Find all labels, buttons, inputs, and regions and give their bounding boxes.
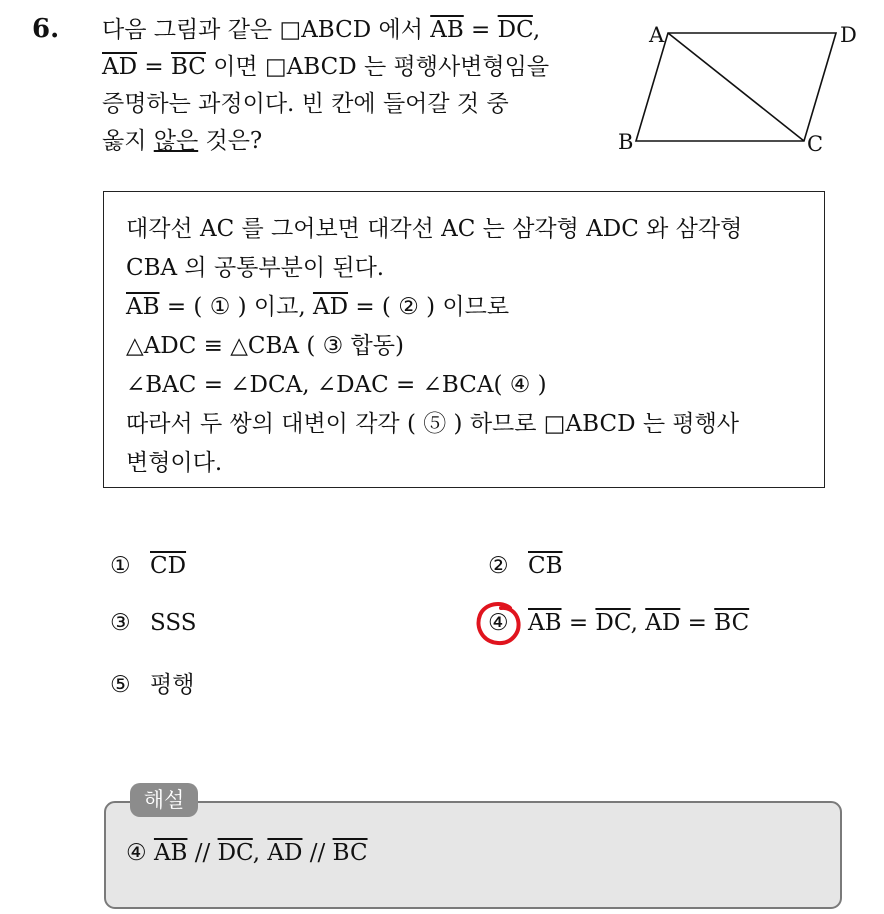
segment-bc: $\overline{BC}$ [170, 54, 206, 80]
parallelogram-diagram [612, 12, 884, 162]
choice-4[interactable] [488, 610, 749, 636]
segment-cd: $\overline{CD}$ [150, 553, 187, 579]
vertex-label-c: C [807, 132, 824, 156]
segment-dc: $\overline{DC}$ [217, 840, 253, 866]
proof-text: = ( ① ) 이고, [159, 294, 313, 320]
stem-text: 다음 그림과 같은 □ABCD 에서 [102, 17, 431, 43]
choice-number: ④ [488, 610, 509, 636]
choice-5[interactable] [110, 666, 194, 699]
segment-bc: $\overline{BC}$ [714, 610, 750, 636]
choice-number: ① [110, 553, 131, 579]
choice-text: , [630, 610, 646, 636]
explanation-number: ④ [126, 840, 154, 866]
segment-ad: $\overline{AD}$ [102, 54, 138, 80]
segment-ab: $\overline{AB}$ [153, 840, 188, 866]
choice-number: ③ [110, 610, 131, 636]
segment-ab: $\overline{AB}$ [430, 17, 464, 43]
proof-line-3 [126, 288, 804, 327]
proof-text: = ( ② ) 이므로 [348, 294, 510, 320]
proof-box [103, 191, 825, 488]
parallelogram-figure [612, 12, 884, 162]
stem-text: 것은? [198, 128, 263, 154]
choice-2[interactable] [488, 553, 563, 579]
stem-text: = [137, 54, 171, 80]
segment-ad: $\overline{AD}$ [645, 610, 681, 636]
stem-text: = [463, 17, 498, 43]
stem-line-4 [102, 123, 607, 160]
segment-ad: $\overline{AD}$ [267, 840, 303, 866]
proof-line-7: 변형이다. [126, 450, 223, 476]
choice-text: = [561, 610, 596, 636]
answer-mark-icon [474, 600, 524, 648]
vertex-label-b: B [618, 130, 634, 154]
proof-line-4: △ADC ≡ △CBA ( ③ 합동) [126, 333, 404, 359]
question-number: 6. [32, 14, 60, 44]
vertex-label-a: A [649, 23, 665, 47]
explanation-text [126, 840, 368, 866]
explanation-sep: // [302, 840, 333, 866]
stem-line-1 [102, 12, 607, 49]
choice-number: ⑤ [110, 672, 131, 698]
stem-text: 이면 □ABCD 는 평행사변형임을 [205, 54, 550, 80]
explanation-tab: 해설 [130, 783, 198, 817]
proof-line-6: 따라서 두 쌍의 대변이 각각 ( ⑤ ) 하므로 □ABCD 는 평행사 [126, 411, 739, 437]
choice-text: SSS [150, 610, 197, 636]
segment-ab: $\overline{AB}$ [528, 610, 562, 636]
segment-ad: $\overline{AD}$ [312, 294, 349, 320]
stem-text: , [532, 17, 541, 43]
explanation-sep: , [252, 840, 268, 866]
segment-ab: $\overline{AB}$ [126, 294, 160, 320]
proof-line-1: 대각선 AC 를 그어보면 대각선 AC 는 삼각형 ADC 와 삼각형 [126, 216, 743, 242]
diagonal-ac [668, 33, 804, 141]
explanation-sep: // [187, 840, 218, 866]
stem-line-2 [102, 49, 607, 86]
stem-line-3: 증명하는 과정이다. 빈 칸에 들어갈 것 중 [102, 91, 509, 117]
choice-1[interactable] [110, 553, 186, 579]
choice-number: ② [488, 553, 509, 579]
choice-text: = [680, 610, 715, 636]
vertex-label-d: D [840, 23, 857, 47]
segment-dc: $\overline{DC}$ [595, 610, 631, 636]
proof-line-5: ∠BAC = ∠DCA, ∠DAC = ∠BCA( ④ ) [126, 372, 547, 398]
stem-text: 옳지 [102, 128, 154, 154]
segment-bc: $\overline{BC}$ [332, 840, 368, 866]
underlined-word: 않은 [153, 128, 199, 154]
segment-dc: $\overline{DC}$ [497, 17, 533, 43]
question-stem [102, 12, 607, 160]
segment-cb: $\overline{CB}$ [528, 553, 563, 579]
choice-3[interactable] [110, 610, 196, 636]
answer-mark-circle [474, 600, 524, 648]
proof-line-2: CBA 의 공통부분이 된다. [126, 255, 385, 281]
choice-text: 평행 [150, 672, 195, 698]
